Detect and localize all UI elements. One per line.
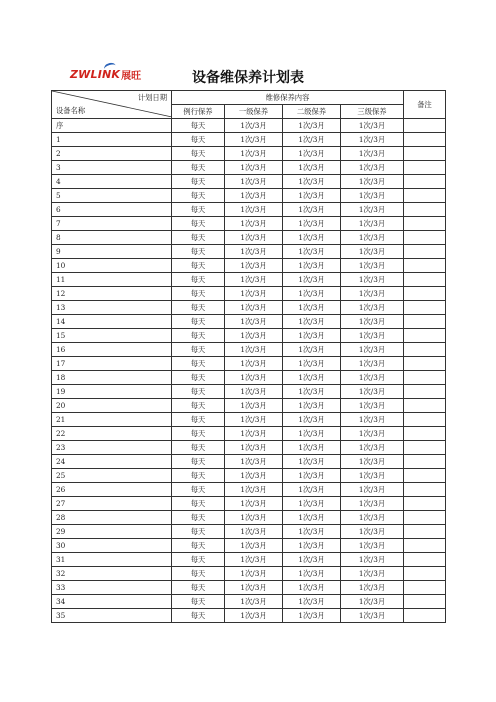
level1-cell: 1次/3月 xyxy=(225,427,283,441)
routine-cell: 每天 xyxy=(172,189,225,203)
row-number-cell: 26 xyxy=(52,483,172,497)
logo-text-cn: 展旺 xyxy=(121,70,142,82)
remarks-cell xyxy=(404,231,446,245)
routine-cell: 每天 xyxy=(172,483,225,497)
routine-cell: 每天 xyxy=(172,259,225,273)
level3-cell: 1次/3月 xyxy=(341,553,404,567)
level1-cell: 1次/3月 xyxy=(225,525,283,539)
level2-cell: 1次/3月 xyxy=(283,441,341,455)
level2-cell: 1次/3月 xyxy=(283,259,341,273)
routine-cell: 每天 xyxy=(172,245,225,259)
table-row xyxy=(52,483,446,497)
level2-cell: 1次/3月 xyxy=(283,581,341,595)
table-row xyxy=(52,539,446,553)
row-number-cell: 21 xyxy=(52,413,172,427)
table-row xyxy=(52,189,446,203)
remarks-cell xyxy=(404,581,446,595)
level1-cell: 1次/3月 xyxy=(225,203,283,217)
remarks-cell xyxy=(404,301,446,315)
remarks-cell xyxy=(404,553,446,567)
level1-cell: 1次/3月 xyxy=(225,315,283,329)
row-number-cell: 11 xyxy=(52,273,172,287)
level1-cell: 1次/3月 xyxy=(225,539,283,553)
remarks-cell xyxy=(404,175,446,189)
row-number-cell: 18 xyxy=(52,371,172,385)
level1-cell: 1次/3月 xyxy=(225,455,283,469)
remarks-cell xyxy=(404,273,446,287)
level1-cell: 1次/3月 xyxy=(225,329,283,343)
routine-cell: 每天 xyxy=(172,441,225,455)
routine-cell: 每天 xyxy=(172,413,225,427)
table-row xyxy=(52,147,446,161)
row-number-cell: 25 xyxy=(52,469,172,483)
row-number-cell: 33 xyxy=(52,581,172,595)
routine-cell: 每天 xyxy=(172,581,225,595)
row-number-cell: 10 xyxy=(52,259,172,273)
plan-date-header: 计划日期 xyxy=(137,93,167,102)
remarks-cell xyxy=(404,315,446,329)
level2-cell: 1次/3月 xyxy=(283,595,341,609)
level3-cell: 1次/3月 xyxy=(341,315,404,329)
level3-cell: 1次/3月 xyxy=(341,567,404,581)
level1-cell: 1次/3月 xyxy=(225,133,283,147)
level1-cell: 1次/3月 xyxy=(225,357,283,371)
level3-cell: 1次/3月 xyxy=(341,609,404,623)
level1-cell: 1次/3月 xyxy=(225,161,283,175)
level2-cell: 1次/3月 xyxy=(283,315,341,329)
table-row xyxy=(52,511,446,525)
maintenance-plan-table xyxy=(51,90,446,623)
level2-cell: 1次/3月 xyxy=(283,553,341,567)
level1-cell: 1次/3月 xyxy=(225,553,283,567)
level3-cell: 1次/3月 xyxy=(341,133,404,147)
routine-header: 例行保养 xyxy=(172,105,225,119)
level2-cell: 1次/3月 xyxy=(283,203,341,217)
level1-cell: 1次/3月 xyxy=(225,259,283,273)
level3-cell: 1次/3月 xyxy=(341,595,404,609)
table-row xyxy=(52,217,446,231)
table-row xyxy=(52,357,446,371)
row-number-cell: 34 xyxy=(52,595,172,609)
level3-cell: 1次/3月 xyxy=(341,539,404,553)
table-row xyxy=(52,245,446,259)
row-number-cell: 6 xyxy=(52,203,172,217)
routine-cell: 每天 xyxy=(172,231,225,245)
level2-cell: 1次/3月 xyxy=(283,539,341,553)
remarks-cell xyxy=(404,385,446,399)
routine-cell: 每天 xyxy=(172,301,225,315)
routine-cell: 每天 xyxy=(172,119,225,133)
row-number-cell: 5 xyxy=(52,189,172,203)
level3-cell: 1次/3月 xyxy=(341,385,404,399)
level2-cell: 1次/3月 xyxy=(283,147,341,161)
level1-cell: 1次/3月 xyxy=(225,581,283,595)
remarks-cell xyxy=(404,469,446,483)
routine-cell: 每天 xyxy=(172,497,225,511)
remarks-cell xyxy=(404,259,446,273)
table-row xyxy=(52,469,446,483)
table-row xyxy=(52,343,446,357)
remarks-cell xyxy=(404,371,446,385)
level3-cell: 1次/3月 xyxy=(341,469,404,483)
level2-cell: 1次/3月 xyxy=(283,245,341,259)
row-number-cell: 9 xyxy=(52,245,172,259)
row-number-cell: 30 xyxy=(52,539,172,553)
routine-cell: 每天 xyxy=(172,399,225,413)
table-row xyxy=(52,231,446,245)
level1-cell: 1次/3月 xyxy=(225,343,283,357)
remarks-cell xyxy=(404,357,446,371)
routine-cell: 每天 xyxy=(172,343,225,357)
routine-cell: 每天 xyxy=(172,147,225,161)
level3-cell: 1次/3月 xyxy=(341,175,404,189)
remarks-cell xyxy=(404,539,446,553)
level3-cell: 1次/3月 xyxy=(341,343,404,357)
level3-cell: 1次/3月 xyxy=(341,203,404,217)
remarks-cell xyxy=(404,203,446,217)
table-row xyxy=(52,455,446,469)
routine-cell: 每天 xyxy=(172,595,225,609)
routine-cell: 每天 xyxy=(172,567,225,581)
level2-cell: 1次/3月 xyxy=(283,609,341,623)
header-row-top xyxy=(52,91,446,105)
logo-text-en: ZWLINK xyxy=(70,67,121,81)
level1-cell: 1次/3月 xyxy=(225,469,283,483)
level2-cell: 1次/3月 xyxy=(283,217,341,231)
level2-cell: 1次/3月 xyxy=(283,231,341,245)
row-number-cell: 24 xyxy=(52,455,172,469)
table-row xyxy=(52,287,446,301)
level1-cell: 1次/3月 xyxy=(225,245,283,259)
table-row xyxy=(52,133,446,147)
level1-cell: 1次/3月 xyxy=(225,441,283,455)
equipment-name-header: 设备名称 xyxy=(56,106,86,115)
routine-cell: 每天 xyxy=(172,329,225,343)
level3-cell: 1次/3月 xyxy=(341,189,404,203)
table-row xyxy=(52,273,446,287)
remarks-cell xyxy=(404,217,446,231)
remarks-header: 备注 xyxy=(404,91,446,119)
routine-cell: 每天 xyxy=(172,455,225,469)
level1-cell: 1次/3月 xyxy=(225,217,283,231)
level2-cell: 1次/3月 xyxy=(283,525,341,539)
remarks-cell xyxy=(404,161,446,175)
remarks-cell xyxy=(404,119,446,133)
table-row xyxy=(52,203,446,217)
routine-cell: 每天 xyxy=(172,553,225,567)
level2-cell: 1次/3月 xyxy=(283,567,341,581)
level3-cell: 1次/3月 xyxy=(341,161,404,175)
level3-cell: 1次/3月 xyxy=(341,413,404,427)
level3-cell: 1次/3月 xyxy=(341,455,404,469)
remarks-cell xyxy=(404,399,446,413)
table-row xyxy=(52,329,446,343)
maintenance-content-header: 维修保养内容 xyxy=(172,91,404,105)
row-number-cell: 2 xyxy=(52,147,172,161)
row-number-cell: 7 xyxy=(52,217,172,231)
routine-cell: 每天 xyxy=(172,357,225,371)
table-row xyxy=(52,399,446,413)
level3-cell: 1次/3月 xyxy=(341,217,404,231)
table-row xyxy=(52,385,446,399)
level1-cell: 1次/3月 xyxy=(225,273,283,287)
level3-cell: 1次/3月 xyxy=(341,357,404,371)
diagonal-header-cell xyxy=(52,91,172,119)
level3-cell: 1次/3月 xyxy=(341,231,404,245)
table-row xyxy=(52,301,446,315)
level3-cell: 1次/3月 xyxy=(341,371,404,385)
level3-cell: 1次/3月 xyxy=(341,497,404,511)
level2-cell: 1次/3月 xyxy=(283,329,341,343)
routine-cell: 每天 xyxy=(172,385,225,399)
table-row xyxy=(52,427,446,441)
routine-cell: 每天 xyxy=(172,315,225,329)
level1-cell: 1次/3月 xyxy=(225,413,283,427)
table-row xyxy=(52,441,446,455)
table-row xyxy=(52,371,446,385)
remarks-cell xyxy=(404,413,446,427)
table-row xyxy=(52,609,446,623)
level3-cell: 1次/3月 xyxy=(341,259,404,273)
level3-cell: 1次/3月 xyxy=(341,441,404,455)
level1-cell: 1次/3月 xyxy=(225,567,283,581)
level3-cell: 1次/3月 xyxy=(341,427,404,441)
remarks-cell xyxy=(404,595,446,609)
routine-cell: 每天 xyxy=(172,525,225,539)
level2-cell: 1次/3月 xyxy=(283,399,341,413)
row-number-cell: 22 xyxy=(52,427,172,441)
table-row xyxy=(52,259,446,273)
table-row xyxy=(52,413,446,427)
level2-cell: 1次/3月 xyxy=(283,301,341,315)
level1-cell: 1次/3月 xyxy=(225,497,283,511)
row-number-cell: 29 xyxy=(52,525,172,539)
level1-cell: 1次/3月 xyxy=(225,399,283,413)
remarks-cell xyxy=(404,441,446,455)
level1-cell: 1次/3月 xyxy=(225,301,283,315)
routine-cell: 每天 xyxy=(172,539,225,553)
level1-cell: 1次/3月 xyxy=(225,287,283,301)
row-number-cell: 12 xyxy=(52,287,172,301)
level1-cell: 1次/3月 xyxy=(225,119,283,133)
level3-cell: 1次/3月 xyxy=(341,273,404,287)
remarks-cell xyxy=(404,427,446,441)
level2-cell: 1次/3月 xyxy=(283,469,341,483)
table-row xyxy=(52,595,446,609)
level3-cell: 1次/3月 xyxy=(341,399,404,413)
table-row xyxy=(52,497,446,511)
row-number-cell: 1 xyxy=(52,133,172,147)
row-number-cell: 23 xyxy=(52,441,172,455)
level2-cell: 1次/3月 xyxy=(283,497,341,511)
table-row xyxy=(52,567,446,581)
table-row xyxy=(52,553,446,567)
remarks-cell xyxy=(404,189,446,203)
level3-cell: 1次/3月 xyxy=(341,329,404,343)
level2-cell: 1次/3月 xyxy=(283,413,341,427)
routine-cell: 每天 xyxy=(172,203,225,217)
routine-cell: 每天 xyxy=(172,427,225,441)
routine-cell: 每天 xyxy=(172,609,225,623)
table-row xyxy=(52,315,446,329)
level1-cell: 1次/3月 xyxy=(225,385,283,399)
table-row xyxy=(52,175,446,189)
level2-cell: 1次/3月 xyxy=(283,161,341,175)
row-number-cell: 4 xyxy=(52,175,172,189)
remarks-cell xyxy=(404,525,446,539)
row-number-cell: 28 xyxy=(52,511,172,525)
level2-cell: 1次/3月 xyxy=(283,427,341,441)
row-number-cell: 27 xyxy=(52,497,172,511)
level3-cell: 1次/3月 xyxy=(341,287,404,301)
level2-cell: 1次/3月 xyxy=(283,175,341,189)
row-number-cell: 19 xyxy=(52,385,172,399)
level3-header: 三级保养 xyxy=(341,105,404,119)
row-number-cell: 31 xyxy=(52,553,172,567)
row-number-cell: 序 xyxy=(52,119,172,133)
table-row xyxy=(52,581,446,595)
level1-cell: 1次/3月 xyxy=(225,371,283,385)
level2-cell: 1次/3月 xyxy=(283,133,341,147)
level3-cell: 1次/3月 xyxy=(341,483,404,497)
level1-cell: 1次/3月 xyxy=(225,231,283,245)
row-number-cell: 17 xyxy=(52,357,172,371)
table-row xyxy=(52,119,446,133)
remarks-cell xyxy=(404,133,446,147)
row-number-cell: 35 xyxy=(52,609,172,623)
remarks-cell xyxy=(404,245,446,259)
remarks-cell xyxy=(404,329,446,343)
level2-cell: 1次/3月 xyxy=(283,385,341,399)
level3-cell: 1次/3月 xyxy=(341,245,404,259)
level3-cell: 1次/3月 xyxy=(341,581,404,595)
remarks-cell xyxy=(404,455,446,469)
table-row xyxy=(52,161,446,175)
row-number-cell: 32 xyxy=(52,567,172,581)
routine-cell: 每天 xyxy=(172,469,225,483)
level3-cell: 1次/3月 xyxy=(341,119,404,133)
level1-cell: 1次/3月 xyxy=(225,609,283,623)
routine-cell: 每天 xyxy=(172,175,225,189)
remarks-cell xyxy=(404,511,446,525)
level1-header: 一级保养 xyxy=(225,105,283,119)
remarks-cell xyxy=(404,609,446,623)
table-body xyxy=(52,91,446,623)
level2-cell: 1次/3月 xyxy=(283,273,341,287)
row-number-cell: 15 xyxy=(52,329,172,343)
remarks-cell xyxy=(404,483,446,497)
level2-cell: 1次/3月 xyxy=(283,511,341,525)
routine-cell: 每天 xyxy=(172,287,225,301)
level2-cell: 1次/3月 xyxy=(283,189,341,203)
level2-cell: 1次/3月 xyxy=(283,483,341,497)
level3-cell: 1次/3月 xyxy=(341,511,404,525)
level1-cell: 1次/3月 xyxy=(225,189,283,203)
level3-cell: 1次/3月 xyxy=(341,525,404,539)
row-number-cell: 8 xyxy=(52,231,172,245)
remarks-cell xyxy=(404,567,446,581)
row-number-cell: 3 xyxy=(52,161,172,175)
routine-cell: 每天 xyxy=(172,133,225,147)
routine-cell: 每天 xyxy=(172,161,225,175)
table-row xyxy=(52,525,446,539)
routine-cell: 每天 xyxy=(172,217,225,231)
level1-cell: 1次/3月 xyxy=(225,483,283,497)
level2-cell: 1次/3月 xyxy=(283,343,341,357)
level2-cell: 1次/3月 xyxy=(283,455,341,469)
level2-cell: 1次/3月 xyxy=(283,287,341,301)
level3-cell: 1次/3月 xyxy=(341,301,404,315)
level2-header: 二级保养 xyxy=(283,105,341,119)
row-number-cell: 16 xyxy=(52,343,172,357)
level2-cell: 1次/3月 xyxy=(283,357,341,371)
page-title: 设备维保养计划表 xyxy=(192,70,304,86)
level3-cell: 1次/3月 xyxy=(341,147,404,161)
level1-cell: 1次/3月 xyxy=(225,147,283,161)
remarks-cell xyxy=(404,343,446,357)
remarks-cell xyxy=(404,497,446,511)
remarks-cell xyxy=(404,147,446,161)
level1-cell: 1次/3月 xyxy=(225,595,283,609)
level1-cell: 1次/3月 xyxy=(225,175,283,189)
remarks-cell xyxy=(404,287,446,301)
level1-cell: 1次/3月 xyxy=(225,511,283,525)
routine-cell: 每天 xyxy=(172,273,225,287)
routine-cell: 每天 xyxy=(172,511,225,525)
level2-cell: 1次/3月 xyxy=(283,119,341,133)
routine-cell: 每天 xyxy=(172,371,225,385)
row-number-cell: 14 xyxy=(52,315,172,329)
row-number-cell: 20 xyxy=(52,399,172,413)
level2-cell: 1次/3月 xyxy=(283,371,341,385)
row-number-cell: 13 xyxy=(52,301,172,315)
